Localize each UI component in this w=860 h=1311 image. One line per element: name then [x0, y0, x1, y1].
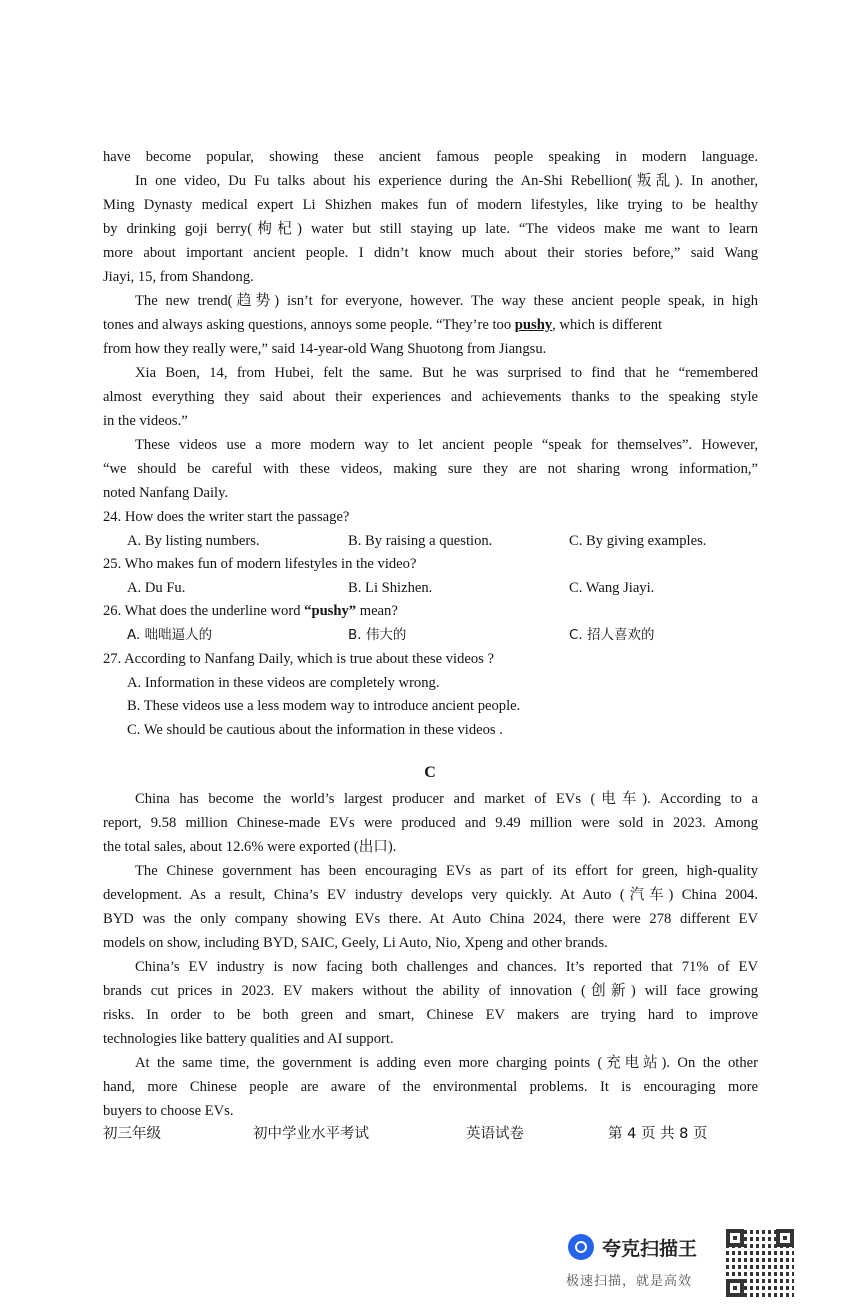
scanner-logo-icon: [568, 1234, 594, 1260]
option-26-b[interactable]: B. 伟大的: [348, 627, 407, 643]
scanner-slogan: 极速扫描，就是高效: [566, 1274, 693, 1289]
passage-line: noted Nanfang Daily.: [103, 485, 229, 501]
qr-code-icon: [726, 1229, 794, 1297]
scanner-brand: 夸克扫描王: [602, 1237, 698, 1260]
passage-line: from how they really were,” said 14-year-old Wang Shuotong from Jiangsu.: [103, 341, 547, 357]
passage-line: in the videos.”: [103, 413, 188, 429]
option-25-c[interactable]: C. Wang Jiayi.: [569, 580, 655, 596]
passage-line: Ming Dynasty medical expert Li Shizhen makes fun of modern lifestyles, like trying to be healthy: [103, 197, 758, 213]
question-26: [103, 601, 758, 621]
passage-line: brands cut prices in 2023. EV makers without the ability of innovation (创新) will face growing: [103, 983, 758, 999]
scanner-logo: [568, 1231, 716, 1263]
option-24-b[interactable]: B. By raising a question.: [348, 533, 493, 549]
question-text: 26. What does the underline word: [103, 603, 305, 619]
passage-line: by drinking goji berry(枸杞) water but still staying up late. “The videos make me want to learn: [103, 221, 758, 237]
option-27-a[interactable]: A. Information in these videos are completely wrong.: [127, 675, 440, 691]
option-24-a[interactable]: A. By listing numbers.: [127, 533, 260, 549]
footer-subject: 英语试卷: [466, 1126, 524, 1142]
passage-line: China has become the world’s largest producer and market of EVs (电车). According to a: [135, 791, 758, 807]
option-25-a[interactable]: A. Du Fu.: [127, 580, 186, 596]
passage-line: buyers to choose EVs.: [103, 1103, 234, 1119]
option-25-b[interactable]: B. Li Shizhen.: [348, 580, 433, 596]
option-27-c[interactable]: C. We should be cautious about the information in these videos .: [127, 722, 503, 738]
option-26-c[interactable]: C. 招人喜欢的: [569, 627, 655, 643]
passage-line: Xia Boen, 14, from Hubei, felt the same. But he was surprised to find that he “remembered: [135, 365, 758, 381]
passage-line: These videos use a more modern way to let ancient people “speak for themselves”. However,: [135, 437, 758, 453]
passage-text: tones and always asking questions, annoys some people. “They’re too: [103, 317, 512, 333]
option-24-c[interactable]: C. By giving examples.: [569, 533, 707, 549]
passage-line: technologies like battery qualities and AI support.: [103, 1031, 394, 1047]
option-27-b[interactable]: B. These videos use a less modem way to introduce ancient people.: [127, 698, 521, 714]
passage-line: At the same time, the government is adding even more charging points (充电站). On the other: [135, 1055, 758, 1071]
question-text: mean?: [356, 603, 398, 619]
passage-line: risks. In order to be both green and smart, Chinese EV makers are trying hard to improve: [103, 1007, 758, 1023]
passage-line: development. As a result, China’s EV industry develops very quickly. At Auto (汽车) China 2004.: [103, 887, 758, 903]
question-24: 24. How does the writer start the passage?: [103, 509, 350, 525]
passage-line: report, 9.58 million Chinese-made EVs were produced and 9.49 million were sold in 2023. Among: [103, 815, 758, 831]
passage-line: more about important ancient people. I didn’t know much about their stories before,” said Wang: [103, 245, 758, 261]
passage-line: the total sales, about 12.6% were exported (出口).: [103, 839, 397, 855]
passage-line: BYD was the only company showing EVs there. At Auto China 2024, there were 278 different EV: [103, 911, 758, 927]
option-26-a[interactable]: A. 咄咄逼人的: [127, 627, 213, 643]
underlined-word: pushy: [514, 317, 553, 333]
passage-text: , which is different: [552, 317, 663, 333]
passage-line: In one video, Du Fu talks about his experience during the An-Shi Rebellion(叛乱). In another,: [135, 173, 758, 189]
question-25: 25. Who makes fun of modern lifestyles in the video?: [103, 556, 417, 572]
passage-line: have become popular, showing these ancient famous people speaking in modern language.: [103, 149, 758, 165]
passage-line: Jiayi, 15, from Shandong.: [103, 269, 254, 285]
passage-line: almost everything they said about their experiences and achievements thanks to the speaking style: [103, 389, 758, 405]
passage-line: models on show, including BYD, SAIC, Geely, Li Auto, Nio, Xpeng and other brands.: [103, 935, 608, 951]
passage-line: The Chinese government has been encouraging EVs as part of its effort for green, high-quality: [135, 863, 758, 879]
section-heading: C: [424, 764, 436, 781]
question-27: 27. According to Nanfang Daily, which is true about these videos ?: [103, 651, 494, 667]
passage-line: hand, more Chinese people are aware of the environmental problems. It is encouraging more: [103, 1079, 758, 1095]
passage-line: The new trend(趋势) isn’t for everyone, however. The way these ancient people speak, in high: [135, 293, 758, 309]
footer-grade: 初三年级: [103, 1126, 161, 1142]
footer-exam: 初中学业水平考试: [253, 1126, 369, 1142]
passage-line: “we should be careful with these videos, making sure they are not sharing wrong information,”: [103, 461, 758, 477]
footer-page-number: 第 4 页 共 8 页: [608, 1126, 708, 1142]
question-keyword: “pushy”: [304, 603, 357, 619]
passage-line-pushy: [103, 315, 758, 335]
passage-line: China’s EV industry is now facing both challenges and chances. It’s reported that 71% of EV: [135, 959, 758, 975]
